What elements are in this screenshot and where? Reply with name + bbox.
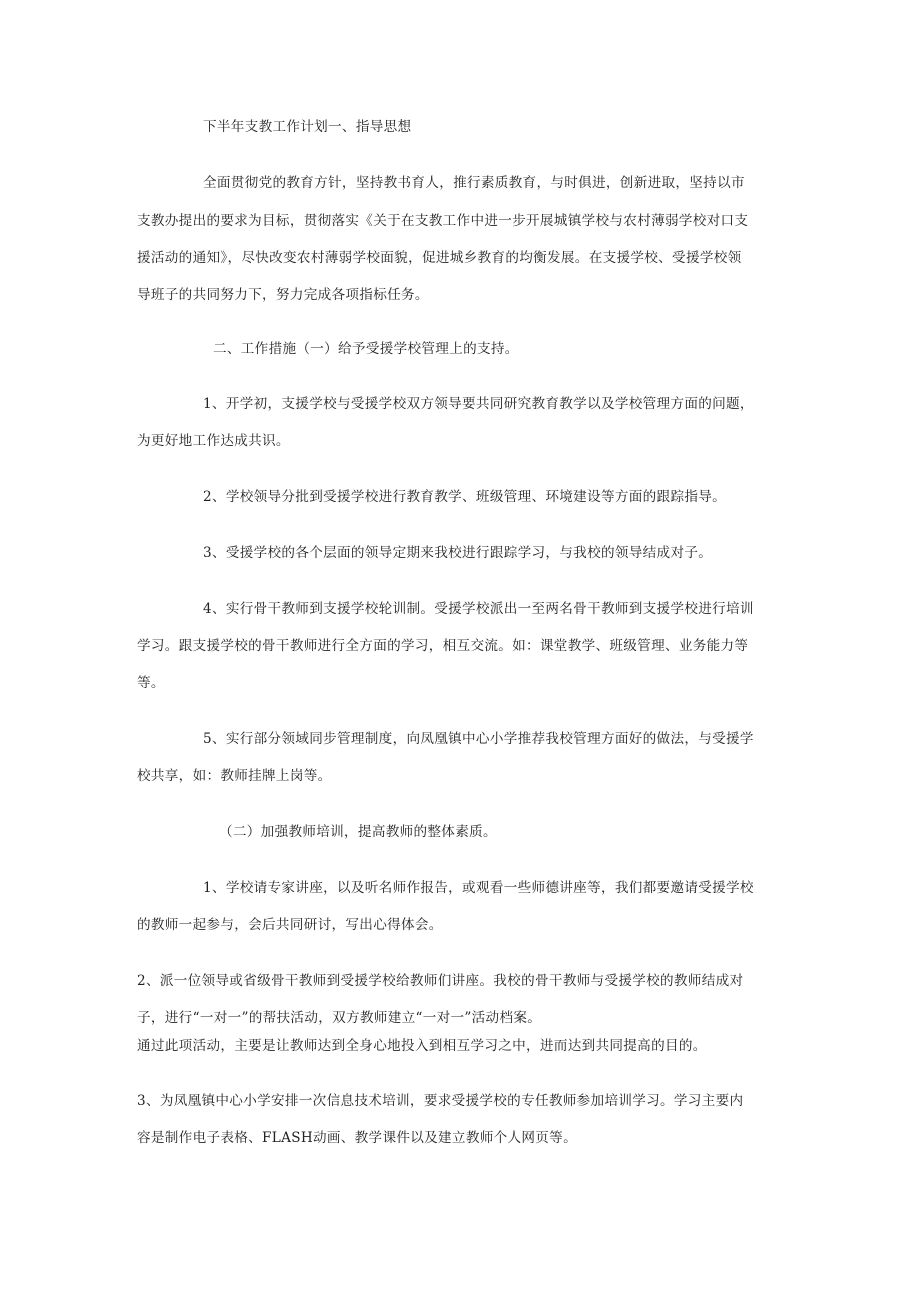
list-item-line: 3、为凤凰镇中心小学安排一次信息技术培训，要求受援学校的专任教师参加培训学习。学习主要内 <box>137 1093 744 1109</box>
section-heading: 二、工作措施（一）给予受援学校管理上的支持。 <box>213 341 519 357</box>
list-item-line: 为更好地工作达成共识。 <box>137 433 290 449</box>
list-item-line: 学习。跟支援学校的骨干教师进行全方面的学习，相互交流。如：课堂教学、班级管理、业务能力等 <box>137 638 749 654</box>
list-item-line: 1、开学初，支援学校与受援学校双方领导要共同研究教育教学以及学校管理方面的问题， <box>203 396 754 412</box>
list-item-line: 1、学校请专家讲座，以及听名师作报告，或观看一些师德讲座等，我们都要邀请受援学校 <box>203 880 754 896</box>
paragraph-line: 支教办提出的要求为目标，贯彻落实《关于在支教工作中进一步开展城镇学校与农村薄弱学校对口支 <box>137 213 749 229</box>
list-item-line: 校共享，如：教师挂牌上岗等。 <box>137 768 332 784</box>
list-item-line: 4、实行骨干教师到支援学校轮训制。受援学校派出一至两名骨干教师到支援学校进行培训 <box>203 601 754 617</box>
list-item-line: 5、实行部分领域同步管理制度，向凤凰镇中心小学推荐我校管理方面好的做法，与受援学 <box>203 731 754 747</box>
list-item-line: 的教师一起参与，会后共同研讨，写出心得体会。 <box>137 917 443 933</box>
list-item-line: 等。 <box>137 675 165 691</box>
list-item-line: 容是制作电子表格、FLASH动画、教学课件以及建立教师个人网页等。 <box>137 1130 577 1146</box>
paragraph-line: 全面贯彻党的教育方针，坚持教书育人，推行素质教育，与时俱进，创新进取，坚持以市 <box>203 175 745 191</box>
list-item-line: 通过此项活动，主要是让教师达到全身心地投入到相互学习之中，进而达到共同提高的目的。 <box>137 1038 707 1054</box>
list-item-line: 3、受援学校的各个层面的领导定期来我校进行跟踪学习，与我校的领导结成对子。 <box>203 545 713 561</box>
subsection-heading: （二）加强教师培训，提高教师的整体素质。 <box>219 824 497 840</box>
list-item-line: 2、派一位领导或省级骨干教师到受援学校给教师们讲座。我校的骨干教师与受援学校的教师结成对 <box>137 973 744 989</box>
document-title: 下半年支教工作计划一、指导思想 <box>203 119 412 135</box>
paragraph-line: 导班子的共同努力下，努力完成各项指标任务。 <box>137 287 429 303</box>
list-item-line: 2、学校领导分批到受援学校进行教育教学、班级管理、环境建设等方面的跟踪指导。 <box>203 489 727 505</box>
paragraph-line: 援活动的通知》，尽快改变农村薄弱学校面貌，促进城乡教育的均衡发展。在支援学校、受援学校领 <box>137 250 742 266</box>
list-item-line: 子，进行“一对一”的帮扶活动，双方教师建立“一对一”活动档案。 <box>137 1010 542 1026</box>
